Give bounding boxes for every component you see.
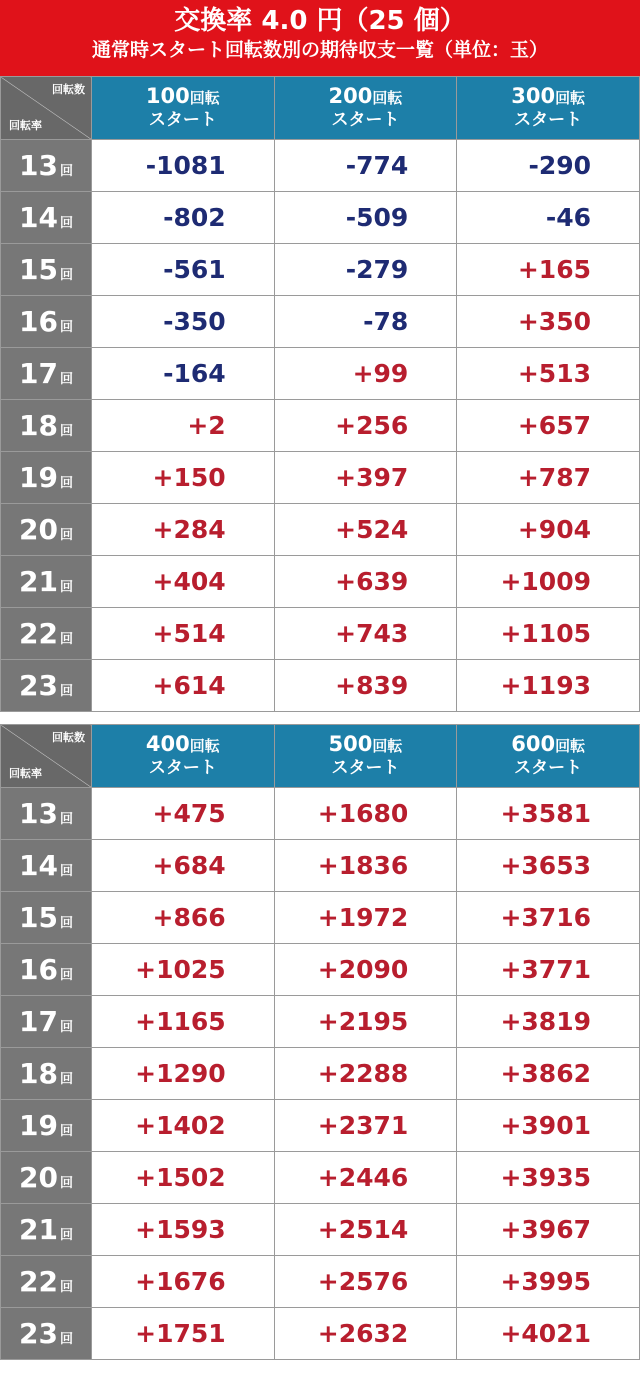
row-header (1, 608, 92, 660)
value-cell: +513 (457, 348, 640, 400)
table-row (1, 1100, 640, 1152)
corner-cell (1, 725, 92, 788)
value-cell: +614 (92, 660, 275, 712)
table-row (1, 296, 640, 348)
value-cell: +2632 (274, 1308, 457, 1360)
value-cell: +1193 (457, 660, 640, 712)
column-start-label: スタート (514, 758, 583, 778)
page-title: 交換率 4.0 円（25 個） (174, 6, 466, 36)
row-rate-number: 16 (19, 953, 58, 986)
row-header (1, 788, 92, 840)
row-header (1, 400, 92, 452)
row-rate-number: 18 (19, 1057, 58, 1090)
row-rate-unit: 回 (59, 968, 73, 983)
column-spin-unit: 回転 (189, 737, 220, 755)
row-header (1, 140, 92, 192)
value-cell: +1025 (92, 944, 275, 996)
value-cell: +1502 (92, 1152, 275, 1204)
row-rate-number: 18 (19, 409, 58, 442)
value-cell: +4021 (457, 1308, 640, 1360)
row-header (1, 192, 92, 244)
row-rate-number: 13 (19, 797, 58, 830)
row-header (1, 944, 92, 996)
column-header (457, 725, 640, 788)
row-rate-number: 13 (19, 149, 58, 182)
value-cell: +866 (92, 892, 275, 944)
corner-label-rate: 回転率 (9, 767, 42, 780)
row-header (1, 840, 92, 892)
expectation-table (0, 76, 640, 712)
value-cell: -350 (92, 296, 275, 348)
row-header (1, 1204, 92, 1256)
corner-label-spins: 回転数 (52, 83, 85, 96)
value-cell: +2446 (274, 1152, 457, 1204)
value-cell: -1081 (92, 140, 275, 192)
row-rate-unit: 回 (59, 1228, 73, 1243)
value-cell: +3819 (457, 996, 640, 1048)
row-rate-unit: 回 (59, 268, 73, 283)
value-cell: +3967 (457, 1204, 640, 1256)
value-cell: +1836 (274, 840, 457, 892)
row-header (1, 348, 92, 400)
value-cell: -46 (457, 192, 640, 244)
row-header (1, 1256, 92, 1308)
row-rate-number: 14 (19, 201, 58, 234)
title-banner (0, 0, 640, 76)
row-rate-unit: 回 (59, 476, 73, 491)
column-header (92, 77, 275, 140)
column-start-label: スタート (148, 110, 217, 130)
value-cell: +514 (92, 608, 275, 660)
tables-container (0, 76, 640, 1360)
value-cell: +1165 (92, 996, 275, 1048)
row-rate-number: 23 (19, 1317, 58, 1350)
value-cell: +657 (457, 400, 640, 452)
row-rate-unit: 回 (59, 812, 73, 827)
expectation-table (0, 724, 640, 1360)
value-cell: +639 (274, 556, 457, 608)
column-spin-unit: 回転 (372, 89, 403, 107)
column-header (274, 725, 457, 788)
row-header (1, 244, 92, 296)
value-cell: +150 (92, 452, 275, 504)
row-rate-unit: 回 (59, 1072, 73, 1087)
row-rate-number: 21 (19, 565, 58, 598)
row-rate-number: 17 (19, 357, 58, 390)
value-cell: +284 (92, 504, 275, 556)
column-spin-count: 500 (328, 732, 373, 756)
column-spin-unit: 回転 (555, 89, 586, 107)
table-row (1, 892, 640, 944)
table-gap (0, 712, 640, 724)
value-cell: +2371 (274, 1100, 457, 1152)
row-header (1, 1100, 92, 1152)
row-rate-unit: 回 (59, 1124, 73, 1139)
column-spin-count: 300 (511, 84, 556, 108)
column-start-label: スタート (331, 110, 400, 130)
row-header (1, 504, 92, 556)
value-cell: +524 (274, 504, 457, 556)
row-rate-unit: 回 (59, 164, 73, 179)
row-rate-unit: 回 (59, 864, 73, 879)
row-header (1, 892, 92, 944)
value-cell: +2288 (274, 1048, 457, 1100)
table-row (1, 660, 640, 712)
value-cell: +1972 (274, 892, 457, 944)
row-rate-unit: 回 (59, 424, 73, 439)
column-header (457, 77, 640, 140)
value-cell: +2514 (274, 1204, 457, 1256)
value-cell: +99 (274, 348, 457, 400)
row-rate-unit: 回 (59, 372, 73, 387)
row-rate-number: 20 (19, 1161, 58, 1194)
table-row (1, 244, 640, 296)
value-cell: +3771 (457, 944, 640, 996)
value-cell: +3862 (457, 1048, 640, 1100)
value-cell: +1676 (92, 1256, 275, 1308)
value-cell: +1680 (274, 788, 457, 840)
table-row (1, 400, 640, 452)
value-cell: +787 (457, 452, 640, 504)
value-cell: +3716 (457, 892, 640, 944)
value-cell: +839 (274, 660, 457, 712)
table-row (1, 192, 640, 244)
row-rate-number: 23 (19, 669, 58, 702)
value-cell: +1593 (92, 1204, 275, 1256)
corner-label-rate: 回転率 (9, 119, 42, 132)
table-row (1, 556, 640, 608)
row-header (1, 1152, 92, 1204)
value-cell: +3935 (457, 1152, 640, 1204)
page-subtitle: 通常時スタート回転数別の期待収支一覧（単位：玉） (91, 39, 548, 61)
row-rate-unit: 回 (59, 632, 73, 647)
column-spin-count: 600 (511, 732, 556, 756)
value-cell: +1290 (92, 1048, 275, 1100)
value-cell: +256 (274, 400, 457, 452)
value-cell: +2195 (274, 996, 457, 1048)
table-row (1, 788, 640, 840)
column-spin-count: 200 (328, 84, 373, 108)
value-cell: +165 (457, 244, 640, 296)
table-row (1, 840, 640, 892)
table-row (1, 1308, 640, 1360)
value-cell: +1105 (457, 608, 640, 660)
column-spin-count: 100 (145, 84, 190, 108)
value-cell: -279 (274, 244, 457, 296)
corner-cell (1, 77, 92, 140)
value-cell: -164 (92, 348, 275, 400)
value-cell: +743 (274, 608, 457, 660)
value-cell: +1751 (92, 1308, 275, 1360)
value-cell: -561 (92, 244, 275, 296)
corner-label-spins: 回転数 (52, 731, 85, 744)
table-row (1, 348, 640, 400)
row-header (1, 452, 92, 504)
row-rate-unit: 回 (59, 684, 73, 699)
row-rate-number: 22 (19, 1265, 58, 1298)
row-rate-number: 16 (19, 305, 58, 338)
value-cell: -802 (92, 192, 275, 244)
value-cell: +475 (92, 788, 275, 840)
column-header (274, 77, 457, 140)
row-rate-unit: 回 (59, 1020, 73, 1035)
value-cell: +350 (457, 296, 640, 348)
row-rate-unit: 回 (59, 1332, 73, 1347)
value-cell: +3901 (457, 1100, 640, 1152)
table-row (1, 996, 640, 1048)
row-header (1, 996, 92, 1048)
row-header (1, 660, 92, 712)
column-spin-count: 400 (145, 732, 190, 756)
row-rate-number: 20 (19, 513, 58, 546)
row-header (1, 296, 92, 348)
column-header (92, 725, 275, 788)
column-spin-unit: 回転 (189, 89, 220, 107)
row-rate-unit: 回 (59, 580, 73, 595)
value-cell: -290 (457, 140, 640, 192)
row-rate-number: 17 (19, 1005, 58, 1038)
row-rate-number: 14 (19, 849, 58, 882)
table-row (1, 944, 640, 996)
table-row (1, 140, 640, 192)
header-row (1, 77, 640, 140)
row-rate-number: 19 (19, 1109, 58, 1142)
row-rate-number: 22 (19, 617, 58, 650)
column-start-label: スタート (331, 758, 400, 778)
value-cell: +1402 (92, 1100, 275, 1152)
table-row (1, 1204, 640, 1256)
row-rate-unit: 回 (59, 528, 73, 543)
value-cell: +404 (92, 556, 275, 608)
row-rate-unit: 回 (59, 216, 73, 231)
value-cell: +2090 (274, 944, 457, 996)
row-rate-unit: 回 (59, 1176, 73, 1191)
column-start-label: スタート (514, 110, 583, 130)
row-header (1, 556, 92, 608)
table-row (1, 452, 640, 504)
value-cell: +2576 (274, 1256, 457, 1308)
table-row (1, 1152, 640, 1204)
value-cell: +397 (274, 452, 457, 504)
row-rate-number: 15 (19, 901, 58, 934)
value-cell: +684 (92, 840, 275, 892)
row-rate-unit: 回 (59, 320, 73, 335)
row-header (1, 1048, 92, 1100)
value-cell: +1009 (457, 556, 640, 608)
value-cell: +3995 (457, 1256, 640, 1308)
table-row (1, 608, 640, 660)
value-cell: -78 (274, 296, 457, 348)
table-row (1, 504, 640, 556)
row-rate-number: 15 (19, 253, 58, 286)
value-cell: +3581 (457, 788, 640, 840)
value-cell: -509 (274, 192, 457, 244)
value-cell: -774 (274, 140, 457, 192)
row-rate-unit: 回 (59, 916, 73, 931)
value-cell: +904 (457, 504, 640, 556)
column-start-label: スタート (148, 758, 217, 778)
row-header (1, 1308, 92, 1360)
value-cell: +3653 (457, 840, 640, 892)
table-row (1, 1256, 640, 1308)
table-row (1, 1048, 640, 1100)
row-rate-number: 21 (19, 1213, 58, 1246)
row-rate-unit: 回 (59, 1280, 73, 1295)
column-spin-unit: 回転 (372, 737, 403, 755)
value-cell: +2 (92, 400, 275, 452)
column-spin-unit: 回転 (555, 737, 586, 755)
row-rate-number: 19 (19, 461, 58, 494)
header-row (1, 725, 640, 788)
